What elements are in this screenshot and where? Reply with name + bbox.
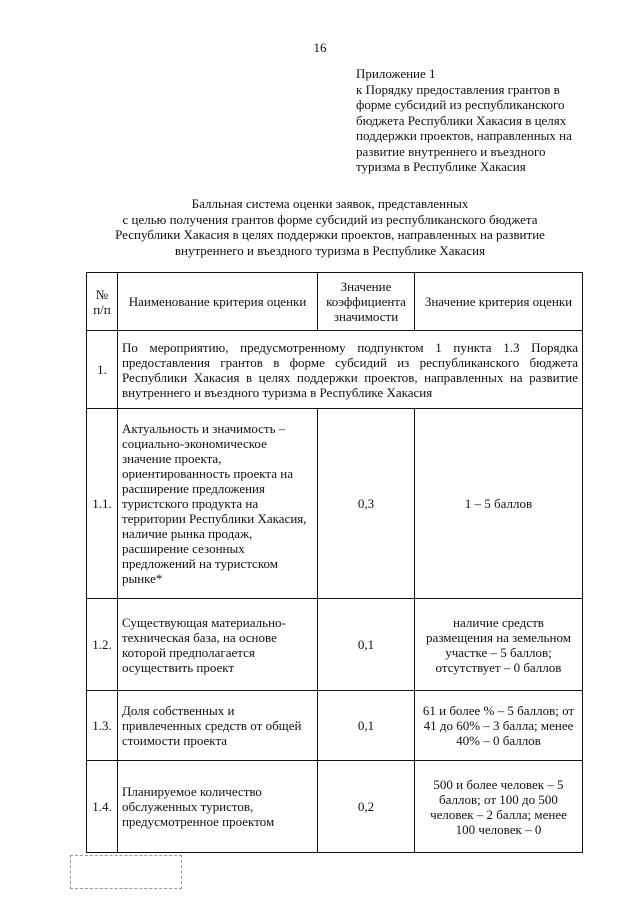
appendix-line: развитие внутреннего и въездного <box>356 143 546 159</box>
appendix-line: бюджета Республики Хакасия в целях <box>356 112 567 128</box>
row-name: Планируемое количество обслуженных туристов, предусмотренное проектом <box>117 761 317 853</box>
document-title <box>60 196 600 258</box>
table-row <box>87 599 583 691</box>
row-num: 1.3. <box>87 691 118 761</box>
appendix-line: туризма в Республике Хакасия <box>356 159 526 174</box>
row-name: Существующая материально-техническая база, на основе которой предполагается осуществить проект <box>117 599 317 691</box>
row-num: 1.4. <box>87 761 118 853</box>
appendix-line: Приложение 1 <box>356 66 436 81</box>
row-value: 500 и более человек – 5 баллов; от 100 до 500 человек – 2 балла; менее 100 человек – 0 <box>414 761 582 853</box>
row-value: 61 и более % – 5 баллов; от 41 до 60% – 3 балла; менее 40% – 0 баллов <box>414 691 582 761</box>
row-name: Доля собственных и привлеченных средств от общей стоимости проекта <box>117 691 317 761</box>
row-coef: 0,2 <box>318 761 415 853</box>
appendix-line: поддержки проектов, направленных на <box>356 128 572 143</box>
appendix-line: форме субсидий из республиканского <box>356 97 565 112</box>
row-name: Актуальность и значимость – социально-экономическое значение проекта, ориентированность проекта на расширение предложения туристского продукта на территории Республики Хакасия, наличие рынка продаж, расширение сезонных предложений на туристском рынке* <box>117 409 317 599</box>
table-row <box>87 409 583 599</box>
title-line: с целью получения грантов форме субсидий из республиканского бюджета <box>122 211 538 227</box>
section-row <box>87 331 583 409</box>
page-number: 16 <box>313 40 327 55</box>
appendix-line: к Порядку предоставления грантов в <box>356 81 560 97</box>
header-name: Наименование критерия оценки <box>117 273 317 331</box>
section-num: 1. <box>87 331 118 409</box>
header-coef: Значение коэффициента значимости <box>318 273 415 331</box>
section-text: По мероприятию, предусмотренному подпунктом 1 пункта 1.3 Порядка предоставления грантов в форме субсидий из республиканского бюджета Республики Хакасия в целях поддержки проектов, направленных на развитие внутреннего и въездного туризма в Республике Хакасия <box>117 331 582 409</box>
title-line: внутреннего и въездного туризма в Республике Хакасия <box>174 242 486 258</box>
header-value: Значение критерия оценки <box>414 273 582 331</box>
table-row <box>87 691 583 761</box>
row-value: наличие средств размещения на земельном участке – 5 баллов; отсутствует – 0 баллов <box>414 599 582 691</box>
criteria-table <box>86 272 583 853</box>
row-coef: 0,3 <box>318 409 415 599</box>
registration-stamp <box>70 855 182 889</box>
row-coef: 0,1 <box>318 691 415 761</box>
title-line: Балльная система оценки заявок, представленных <box>191 196 469 211</box>
header-num: № п/п <box>87 273 118 331</box>
row-coef: 0,1 <box>318 599 415 691</box>
row-value: 1 – 5 баллов <box>414 409 582 599</box>
table-row <box>87 761 583 853</box>
row-num: 1.1. <box>87 409 118 599</box>
table-header-row <box>87 273 583 331</box>
title-line: Республики Хакасия в целях поддержки проектов, направленных на развитие <box>115 227 545 242</box>
row-num: 1.2. <box>87 599 118 691</box>
appendix-header <box>356 66 606 175</box>
